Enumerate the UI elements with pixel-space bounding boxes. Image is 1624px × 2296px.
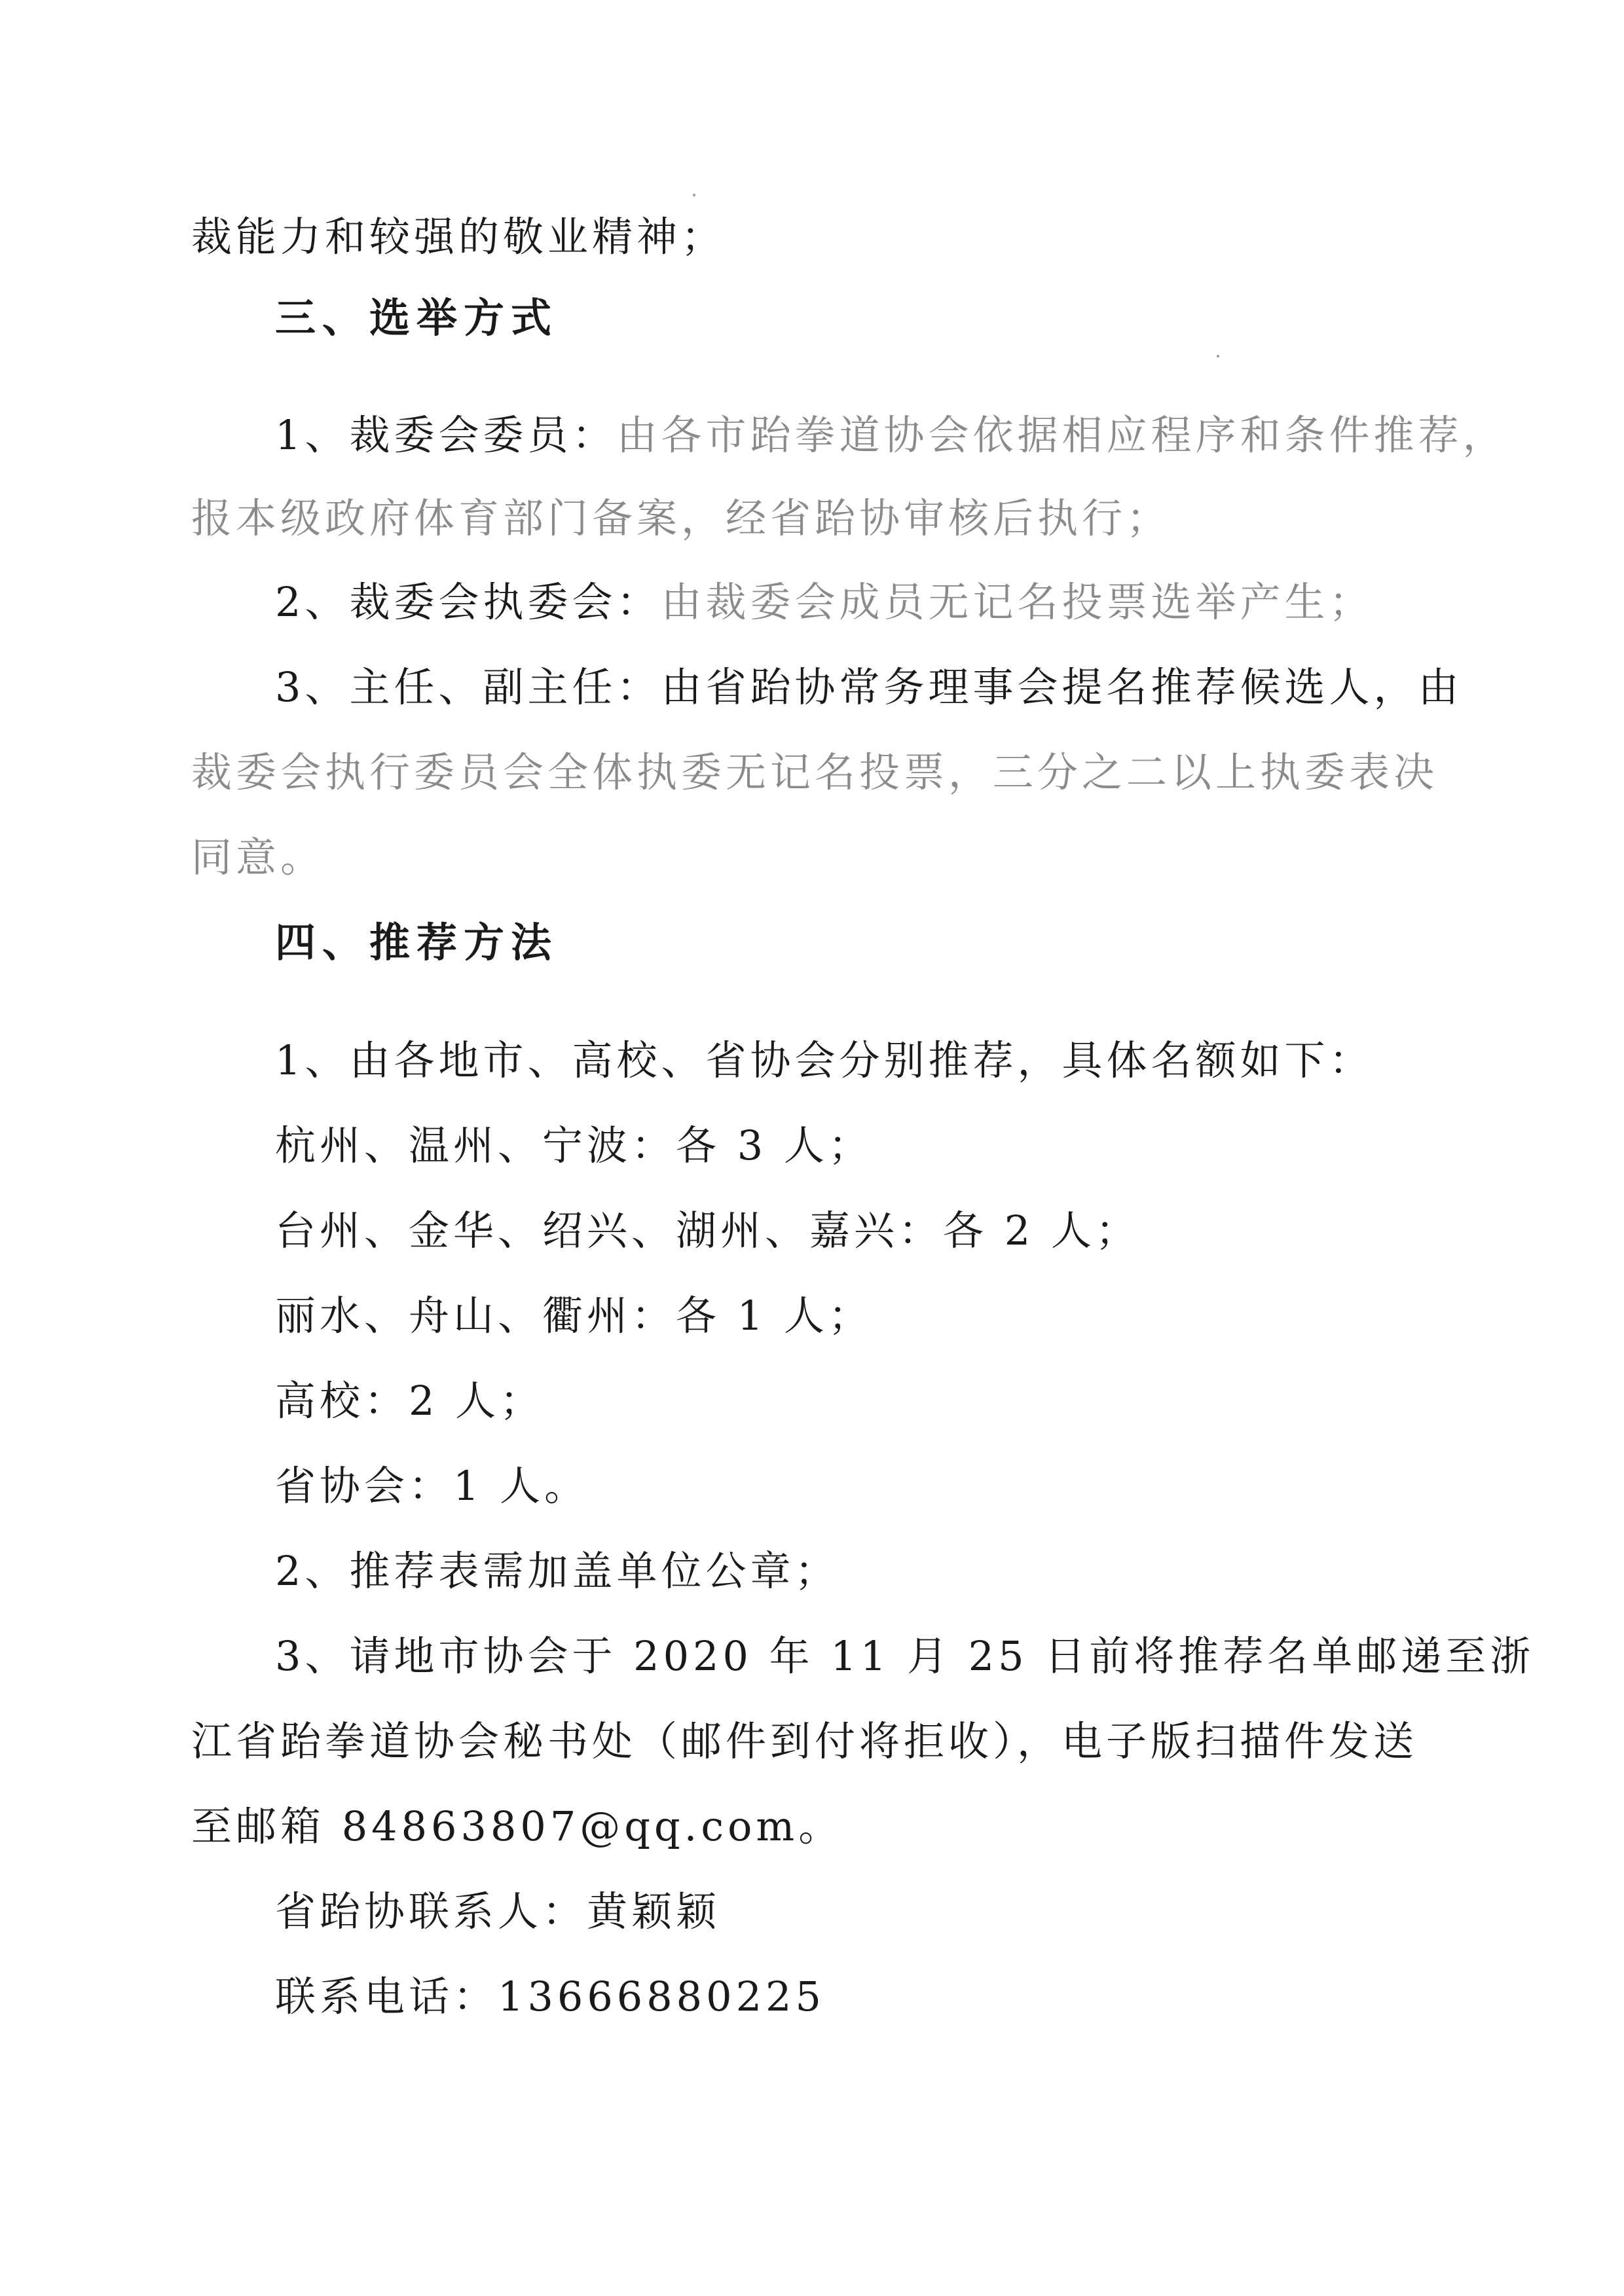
section-heading-election-method: 三、选举方式 xyxy=(275,294,559,342)
rec-item-3: 3、请地市协会于 2020 年 11 月 25 日前将推荐名单邮递至浙 xyxy=(275,1632,1535,1680)
quota-line-3: 丽水、舟山、衢州：各 1 人； xyxy=(275,1292,873,1339)
quota-line-1: 杭州、温州、宁波：各 3 人； xyxy=(275,1121,873,1169)
item-2-label: 2、裁委会执委会： xyxy=(275,578,661,626)
scan-speck xyxy=(1217,355,1219,357)
text-line-1: 裁能力和较强的敬业精神； xyxy=(191,213,726,261)
item-1-continuation: 报本级政府体育部门备案，经省跆协审核后执行； xyxy=(191,494,1172,542)
rec-item-3-continuation-1: 江省跆拳道协会秘书处（邮件到付将拒收），电子版扫描件发送 xyxy=(191,1717,1418,1765)
quota-line-4: 高校：2 人； xyxy=(275,1377,545,1425)
item-2-text: 由裁委会成员无记名投票选举产生； xyxy=(661,578,1374,626)
item-2-line xyxy=(275,576,1373,629)
item-1-label: 1、裁委会委员： xyxy=(275,411,617,459)
item-3-continuation-1: 裁委会执行委员会全体执委无记名投票，三分之二以上执委表决 xyxy=(191,748,1439,796)
quota-line-2: 台州、金华、绍兴、湖州、嘉兴：各 2 人； xyxy=(275,1207,1140,1254)
rec-item-1: 1、由各地市、高校、省协会分别推荐，具体名额如下： xyxy=(275,1036,1374,1084)
quota-line-5: 省协会：1 人。 xyxy=(275,1462,589,1510)
item-3-continuation-2: 同意。 xyxy=(191,833,325,881)
item-3-line: 3、主任、副主任：由省跆协常务理事会提名推荐候选人，由 xyxy=(275,663,1463,711)
section-heading-recommendation-method: 四、推荐方法 xyxy=(275,919,559,966)
contact-person: 省跆协联系人：黄颖颖 xyxy=(275,1887,721,1935)
scan-speck xyxy=(693,194,695,196)
rec-item-2: 2、推荐表需加盖单位公章； xyxy=(275,1547,840,1595)
item-1-line xyxy=(275,409,1507,462)
rec-item-3-continuation-2: 至邮箱 84863807@qq.com。 xyxy=(191,1802,843,1850)
item-1-text: 由各市跆拳道协会依据相应程序和条件推荐， xyxy=(616,411,1507,459)
contact-phone: 联系电话：13666880225 xyxy=(275,1973,825,2020)
